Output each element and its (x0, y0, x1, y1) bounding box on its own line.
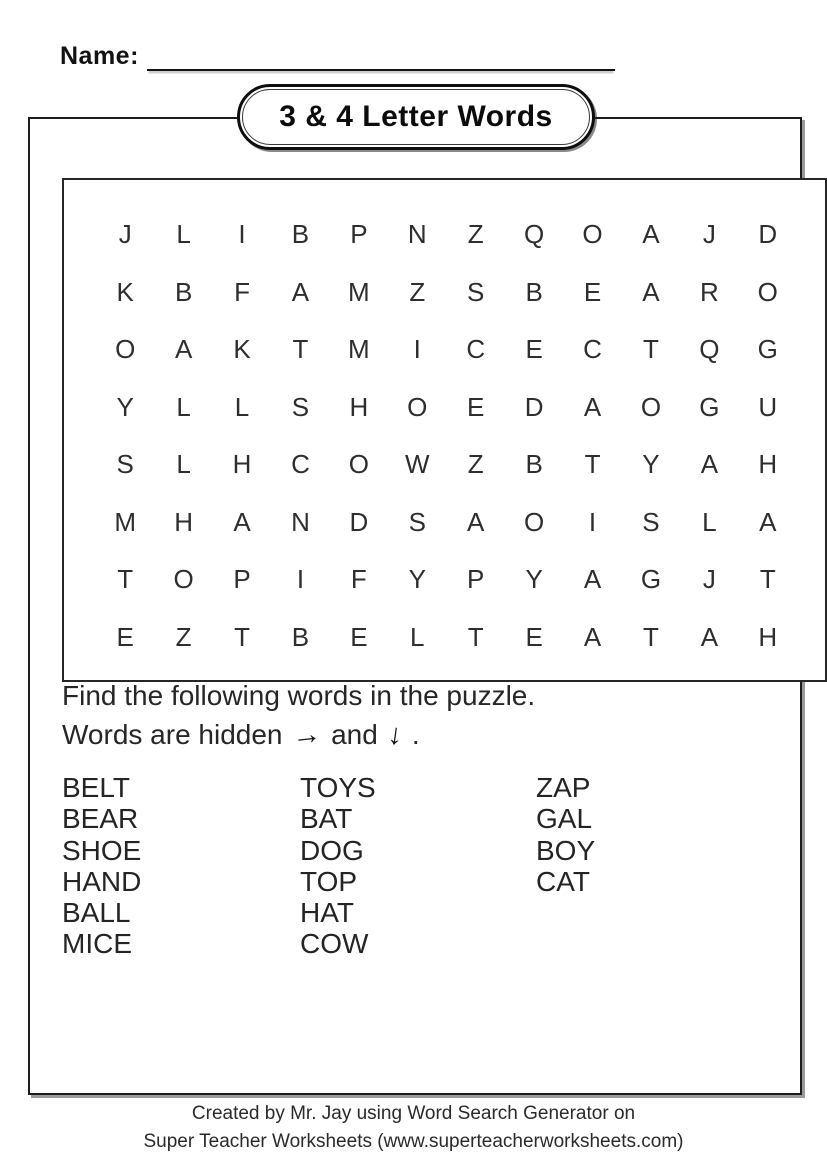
grid-letter: H (174, 506, 193, 537)
grid-letter: E (525, 334, 543, 365)
grid-letter: N (291, 506, 310, 537)
word-item: HAND (62, 865, 142, 897)
grid-letter: T (117, 564, 134, 595)
grid-letter: A (700, 449, 719, 480)
word-item: TOYS (300, 772, 376, 803)
grid-letter: C (466, 334, 486, 365)
grid-letter: T (643, 334, 659, 365)
grid-letter: A (700, 621, 719, 652)
grid-letter: I (296, 564, 305, 595)
grid-letter: E (350, 621, 368, 652)
grid-letter: B (291, 219, 310, 250)
word-item: BELT (62, 772, 130, 803)
grid-letter: I (588, 506, 597, 537)
grid-letter: Q (699, 334, 720, 365)
instruction-line-1: Find the following words in the puzzle. (62, 680, 536, 711)
name-label: Name: (60, 42, 139, 70)
grid-letter: F (350, 564, 367, 595)
word-item: TOP (300, 865, 358, 897)
footer-line-1: Created by Mr. Jay using Word Search Generator on (191, 1103, 636, 1124)
grid-letter: H (758, 449, 778, 480)
word-item: BAT (300, 803, 353, 835)
grid-letter: G (757, 334, 778, 365)
grid-letter: T (643, 621, 659, 652)
grid-letter: E (583, 276, 602, 307)
grid-letter: B (525, 276, 543, 307)
grid-letter: Q (524, 219, 545, 250)
grid-letter: O (407, 391, 428, 422)
grid-letter: O (582, 219, 603, 250)
grid-letter: L (234, 391, 250, 422)
grid-letter: S (291, 391, 310, 422)
grid-letter: J (702, 564, 716, 595)
grid-letter: M (348, 334, 370, 365)
puzzle-grid (62, 178, 827, 682)
name-row (60, 42, 615, 71)
grid-letter: Z (409, 276, 426, 307)
word-column (62, 772, 300, 960)
grid-letter: T (759, 564, 776, 595)
footer-credit (0, 1100, 827, 1156)
word-item: COW (300, 928, 369, 960)
grid-letter: A (233, 506, 251, 537)
grid-letter: O (348, 449, 369, 480)
grid-letter: G (640, 564, 662, 595)
grid-letter: L (702, 506, 717, 537)
grid-letter: T (584, 449, 601, 480)
grid-letter: Y (408, 564, 426, 595)
word-item: BALL (62, 897, 131, 929)
grid-letter: O (640, 391, 662, 422)
grid-letter: L (176, 219, 191, 250)
word-item: BOY (536, 834, 596, 866)
grid-letter: U (758, 391, 778, 422)
grid-letter: L (410, 621, 425, 652)
grid-letter: A (759, 506, 777, 537)
grid-letter: M (114, 506, 137, 537)
grid-letter: C (291, 449, 310, 480)
grid-letter: E (467, 391, 485, 422)
grid-letter: J (118, 219, 132, 250)
grid-letter: B (291, 621, 310, 652)
grid-letter: T (292, 334, 309, 365)
grid-letter: Z (467, 219, 484, 250)
footer-line-2: Super Teacher Worksheets (www.superteacherworksheets.com) (143, 1131, 684, 1152)
grid-letter: T (467, 621, 484, 652)
word-item: ZAP (536, 772, 591, 803)
grid-letter: H (232, 449, 252, 480)
grid-letter: Z (175, 621, 192, 652)
arrow-down-icon: ↓ (385, 718, 405, 752)
grid-letter: H (349, 391, 369, 422)
word-item: DOG (300, 834, 364, 866)
word-item: GAL (536, 803, 593, 835)
grid-letter: O (524, 506, 545, 537)
grid-letter: P (233, 564, 251, 595)
word-item: SHOE (62, 834, 142, 866)
grid-letter: H (758, 621, 778, 652)
word-item: MICE (62, 928, 132, 960)
grid-letter: A (642, 219, 660, 250)
grid-letter: A (583, 621, 602, 652)
grid-letter: F (234, 276, 250, 307)
grid-letter: L (176, 449, 191, 480)
grid-letter: G (699, 391, 720, 422)
arrow-right-icon: → (290, 717, 323, 753)
word-list (62, 772, 595, 960)
word-item: HAT (300, 897, 354, 929)
grid-letter: Y (642, 449, 660, 480)
grid-letter: K (116, 276, 134, 307)
grid-letter: D (349, 506, 369, 537)
grid-letter: D (524, 391, 544, 422)
grid-letter: A (583, 564, 602, 595)
instruction-line-2-suffix: . (411, 719, 420, 750)
word-column (536, 772, 595, 960)
grid-letter: P (350, 219, 368, 250)
grid-letter: I (238, 219, 246, 250)
grid-letter: A (467, 506, 485, 537)
page-title: 3 & 4 Letter Words (279, 100, 553, 133)
grid-letter: R (699, 276, 719, 307)
grid-letter: A (174, 334, 193, 365)
grid-letter: E (525, 621, 543, 652)
grid-letter: J (702, 219, 716, 250)
grid-letter: S (642, 506, 660, 537)
grid-letter: I (413, 334, 421, 365)
grid-letter: B (174, 276, 193, 307)
grid-letter: D (758, 219, 778, 250)
title-pill (237, 84, 595, 150)
name-fill-in-line (147, 45, 615, 71)
grid-letter: A (583, 391, 602, 422)
grid-letter: S (467, 276, 485, 307)
word-item: BEAR (62, 803, 139, 835)
grid-letter: N (407, 219, 427, 250)
grid-letter: Y (525, 564, 543, 595)
word-column (300, 772, 536, 960)
grid-letter: O (173, 564, 194, 595)
grid-letter: S (408, 506, 426, 537)
word-item: CAT (536, 865, 590, 897)
grid-letter: K (233, 334, 251, 365)
instructions (62, 676, 535, 755)
grid-letter: E (116, 621, 134, 652)
grid-letter: Z (467, 449, 484, 480)
grid-letter: T (234, 621, 250, 652)
grid-letter: A (291, 276, 310, 307)
grid-letter: O (115, 334, 136, 365)
grid-letter: W (405, 449, 430, 480)
instruction-line-2-prefix: Words are hidden (62, 719, 283, 750)
grid-letter: P (467, 564, 485, 595)
grid-letter: A (642, 276, 660, 307)
instruction-conjunction: and (331, 719, 378, 750)
grid-letter: C (583, 334, 602, 365)
grid-letter: B (525, 449, 543, 480)
grid-letter: S (116, 449, 134, 480)
grid-letter: O (757, 276, 778, 307)
grid-letter: M (348, 276, 370, 307)
grid-letter: L (176, 391, 191, 422)
title-pill-inner-border (242, 89, 590, 145)
instruction-line-2 (62, 715, 535, 755)
grid-letter: Y (116, 391, 134, 422)
